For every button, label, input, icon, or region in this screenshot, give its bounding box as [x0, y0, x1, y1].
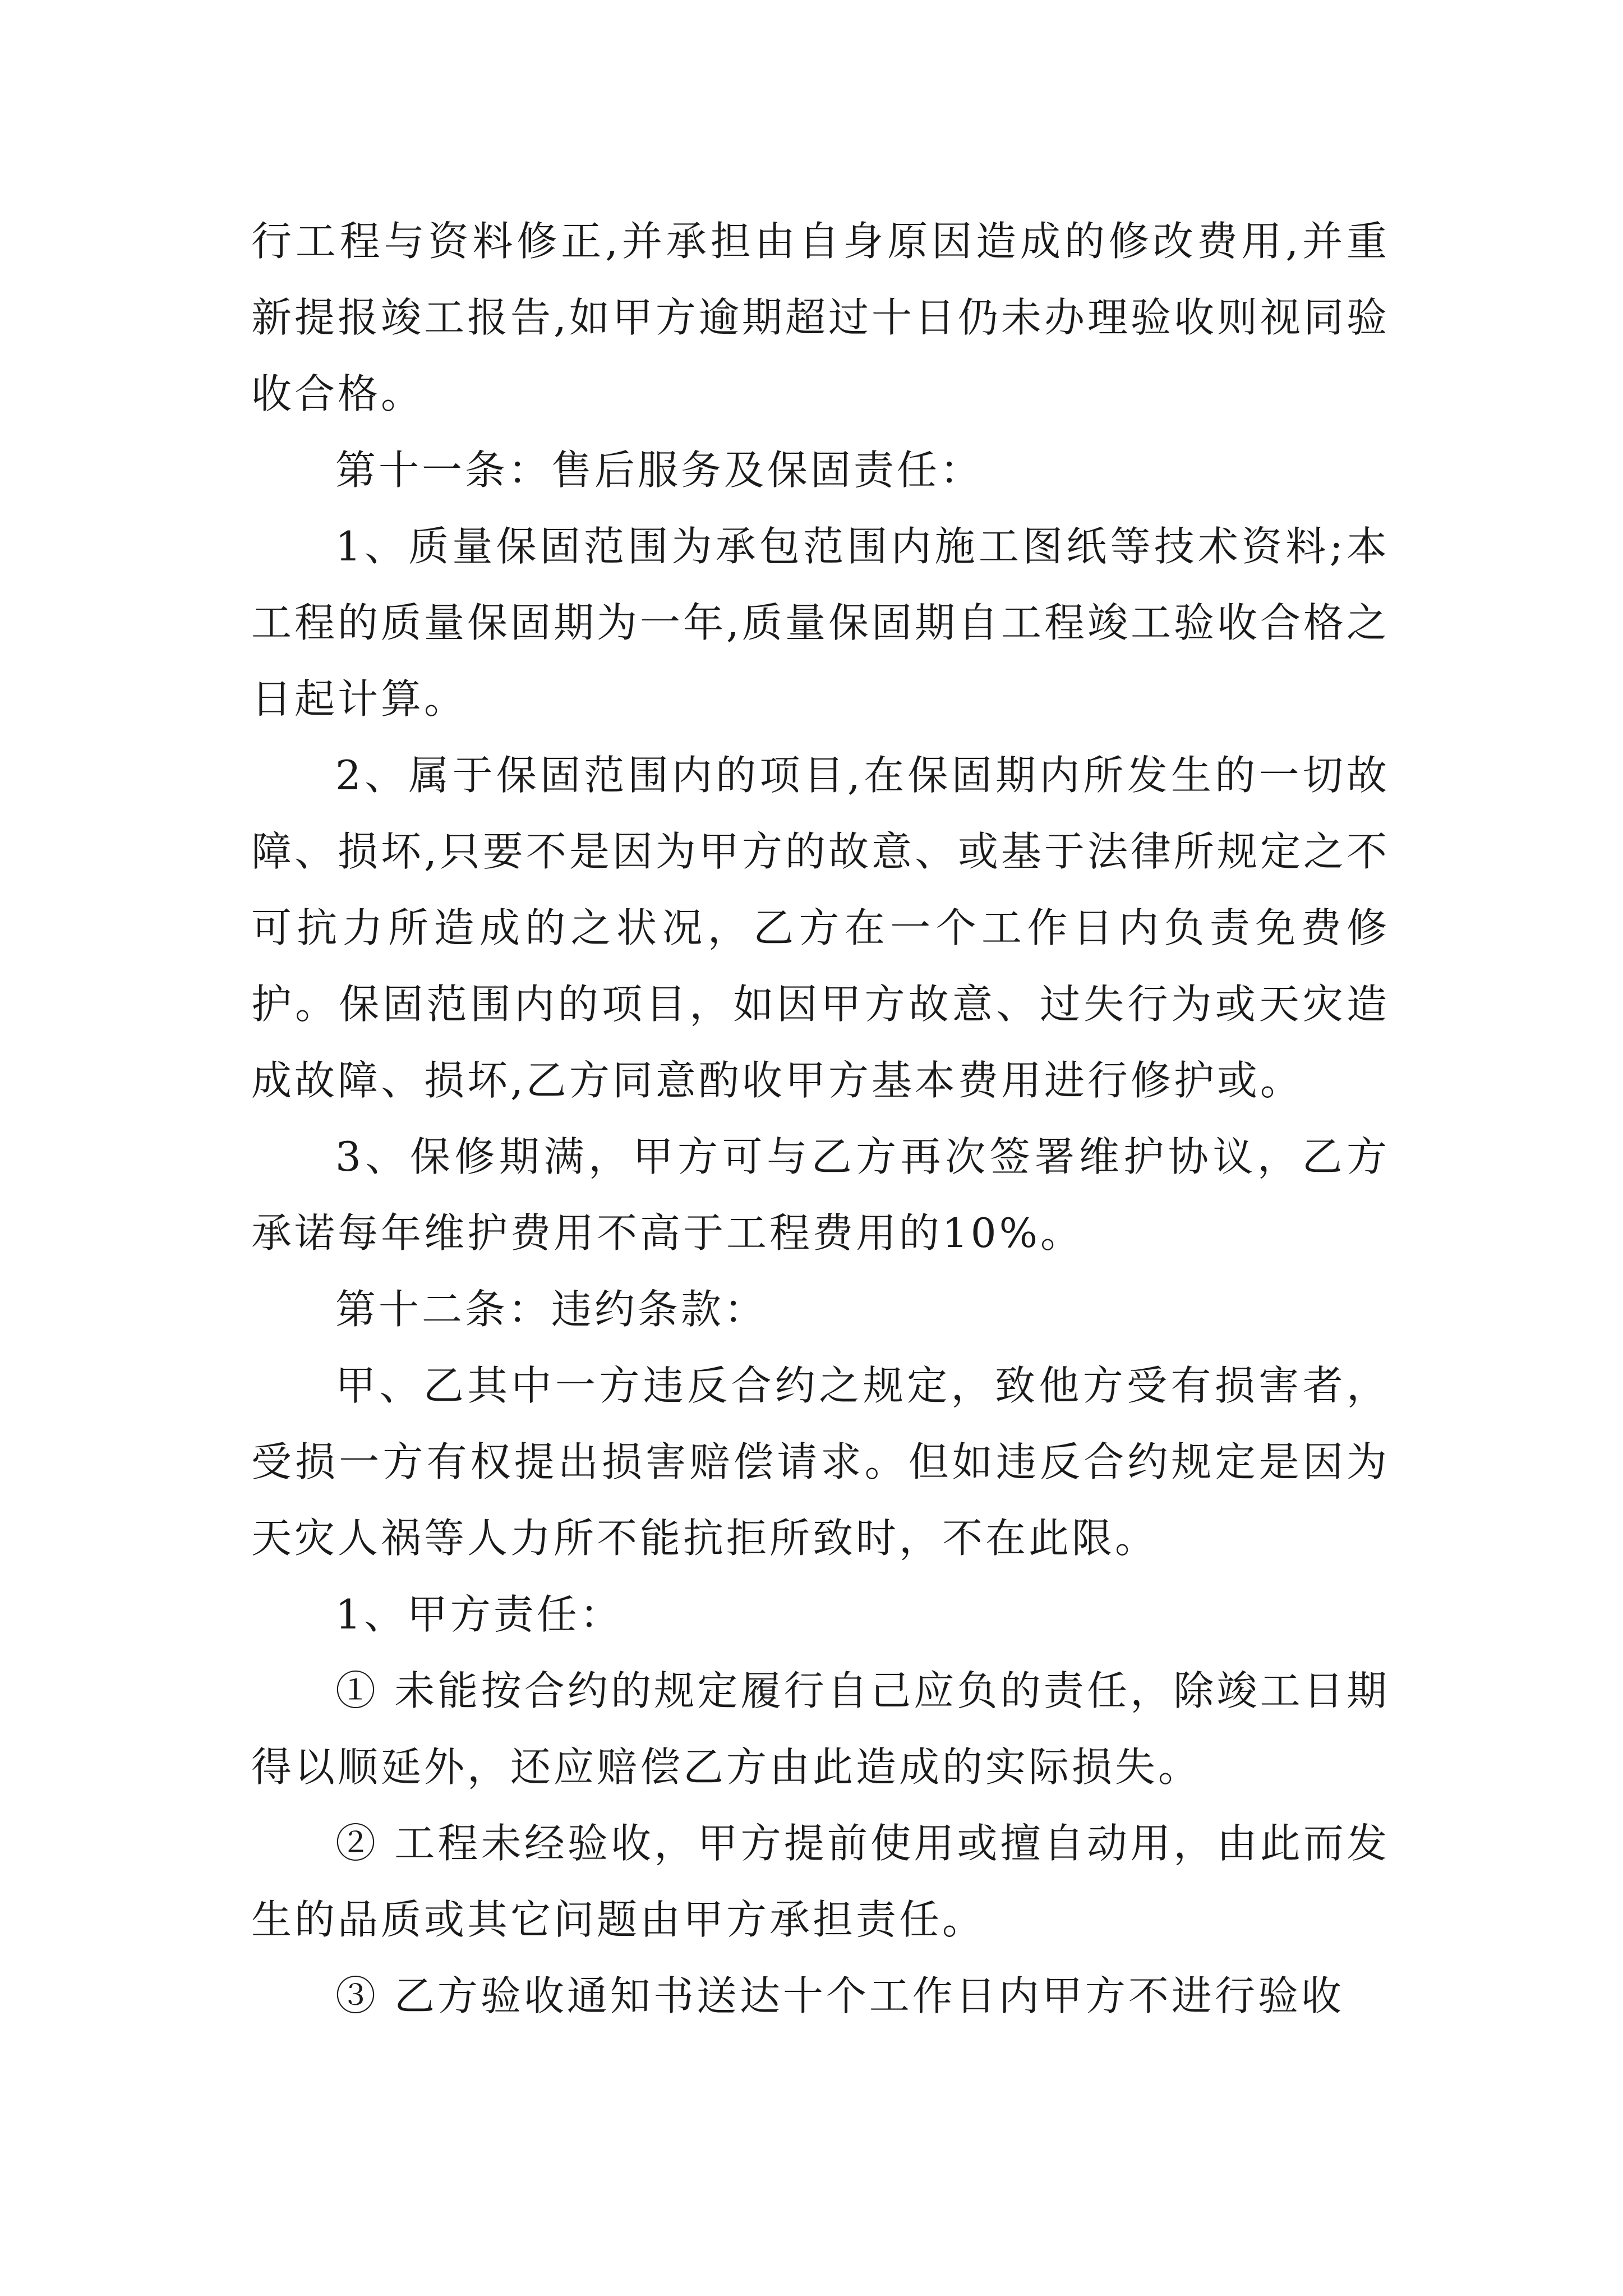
- party-a-item-1: ① 未能按合约的规定履行自己应负的责任，除竣工日期得以顺延外，还应赔偿乙方由此造成的实际损失。: [251, 1667, 1390, 1791]
- party-a-responsibility-heading: 1、甲方责任：: [335, 1591, 623, 1638]
- article-11-heading: 第十一条：售后服务及保固责任：: [335, 447, 984, 494]
- article-12-heading: 第十二条：违约条款：: [335, 1286, 768, 1333]
- paragraph-acceptance-continuation: 行工程与资料修正,并承担由自身原因造成的修改费用,并重新提报竣工报告,如甲方逾期超过十日仍未办理验收则视同验收合格。: [251, 218, 1390, 417]
- party-a-item-3: ③ 乙方验收通知书送达十个工作日内甲方不进行验收: [335, 1972, 1344, 2019]
- paragraph-breach-general: 甲、乙其中一方违反合约之规定，致他方受有损害者，受损一方有权提出损害赔偿请求。但如违反合约规定是因为天灾人祸等人力所不能抗拒所致时，不在此限。: [251, 1362, 1390, 1562]
- document-body: [251, 203, 1390, 2034]
- party-a-item-2: ② 工程未经验收，甲方提前使用或擅自动用，由此而发生的品质或其它问题由甲方承担责任。: [251, 1820, 1390, 1943]
- paragraph-maintenance-agreement: 3、保修期满，甲方可与乙方再次签署维护协议，乙方承诺每年维护费用不高于工程费用的10%。: [251, 1133, 1390, 1257]
- paragraph-warranty-repair: 2、属于保固范围内的项目,在保固期内所发生的一切故障、损坏,只要不是因为甲方的故意、或基于法律所规定之不可抗力所造成的之状况，乙方在一个工作日内负责免费修护。保固范围内的项目，如因甲方故意、过失行为或天灾造成故障、损坏,乙方同意酌收甲方基本费用进行修护或。: [251, 752, 1390, 1104]
- paragraph-warranty-scope: 1、质量保固范围为承包范围内施工图纸等技术资料;本工程的质量保固期为一年,质量保固期自工程竣工验收合格之日起计算。: [251, 523, 1390, 723]
